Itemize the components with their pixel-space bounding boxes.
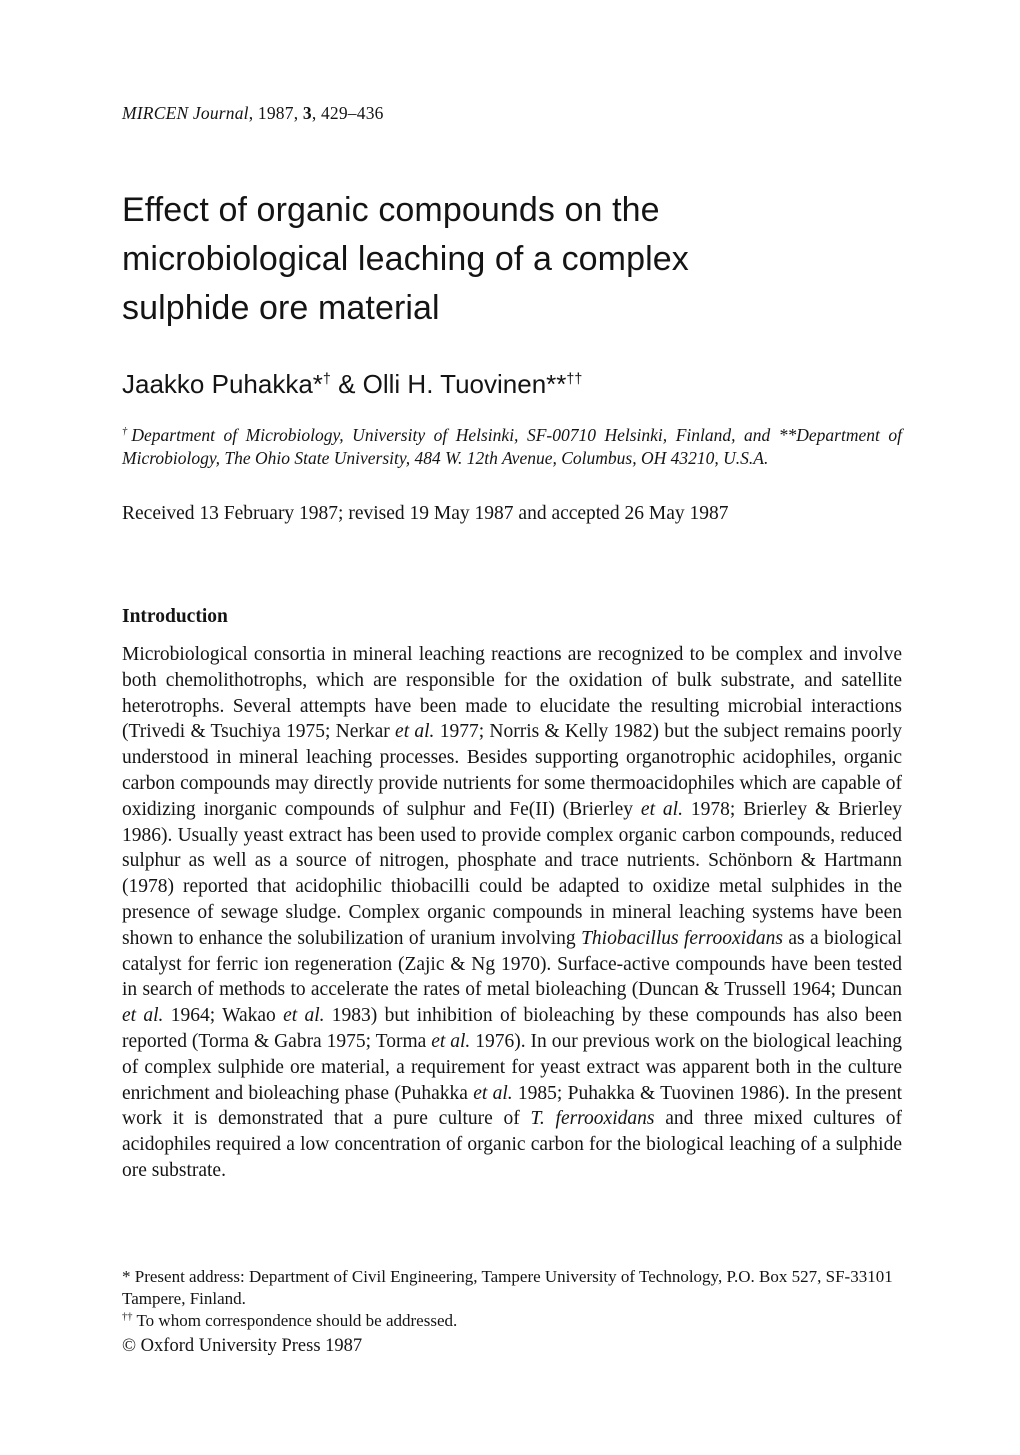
journal-header: MIRCEN Journal, 1987, 3, 429–436 xyxy=(122,103,384,123)
introduction-paragraph: Microbiological consortia in mineral leaching reactions are recognized to be complex and involve both chemolithotrophs, which are responsible for the oxidation of bulk substrate, and satellite heterotrophs. Several attempts have been made to elucidate the resulting microbial interactions (Trivedi & Tsuchiya 1975; Nerkar et al. 1977; Norris & Kelly 1982) but the subject remains poorly understood in mineral leaching processes. Besides supporting organotrophic acidophiles, organic carbon compounds may directly provide nutrients for some thermoacidophiles which are capable of oxidizing inorganic compounds of sulphur and Fe(II) (Brierley et al. 1978; Brierley & Brierley 1986). Usually yeast extract has been used to provide complex organic carbon compounds, reduced sulphur as well as a source of nitrogen, phosphate and trace nutrients. Schönborn & Hartmann (1978) reported that acidophilic thiobacilli could be adapted to oxidize metal sulphides in the presence of sewage sludge. Complex organic compounds in mineral leaching systems have been shown to enhance the solubilization of uranium involving Thiobacillus ferrooxidans as a biological catalyst for ferric ion regeneration (Zajic & Ng 1970). Surface-active compounds have been tested in search of methods to accelerate the rates of metal bioleaching (Duncan & Trussell 1964; Duncan et al. 1964; Wakao et al. 1983) but inhibition of bioleaching by these compounds has also been reported (Torma & Gabra 1975; Torma et al. 1976). In our previous work on the biological leaching of complex sulphide ore material, a requirement for yeast extract was apparent both in the culture enrichment and bioleaching phase (Puhakka et al. 1985; Puhakka & Tuovinen 1986). In the present work it is demonstrated that a pure culture of T. ferrooxidans and three mixed cultures of acidophiles required a low concentration of organic carbon for the biological leaching of a sulphide ore substrate. xyxy=(122,644,902,1181)
paper-title xyxy=(122,186,902,333)
footnote-correspondence: †† To whom correspondence should be addressed. xyxy=(122,1311,458,1330)
paper-title-line: Effect of organic compounds on the xyxy=(122,191,660,229)
paper-title-line: microbiological leaching of a complex xyxy=(122,240,689,278)
footnote-present-address: * Present address: Department of Civil Engineering, Tampere University of Technology, P.O. Box 527, SF-33101 Tampere, Finland. xyxy=(122,1267,893,1308)
affiliation: †Department of Microbiology, University of Helsinki, SF-00710 Helsinki, Finland, and **Department of Microbiology, The Ohio State University, 484 W. 12th Avenue, Columbus, OH 43210, U.S.A. xyxy=(122,425,903,468)
section-heading-introduction: Introduction xyxy=(122,606,228,627)
authors-line: Jaakko Puhakka*† & Olli H. Tuovinen**†† xyxy=(122,369,583,399)
footnotes xyxy=(122,1266,902,1332)
received-line: Received 13 February 1987; revised 19 May 1987 and accepted 26 May 1987 xyxy=(122,503,729,524)
copyright-line: © Oxford University Press 1987 xyxy=(122,1336,363,1356)
paper-title-line: sulphide ore material xyxy=(122,289,440,327)
